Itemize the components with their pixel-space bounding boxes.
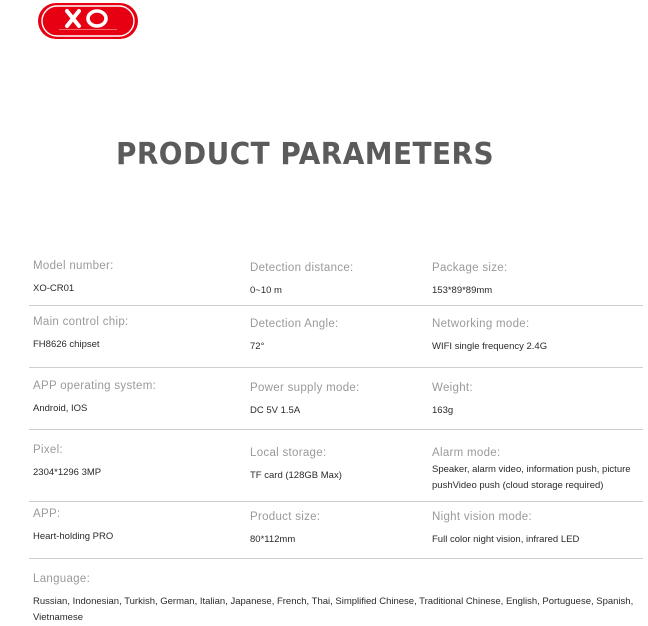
spec-value: 80*112mm — [250, 534, 296, 545]
spec-value: 163g — [432, 405, 454, 416]
spec-label: Main control chip: — [33, 316, 129, 328]
spec-power-supply — [250, 382, 360, 419]
spec-value: TF card (128GB Max) — [250, 470, 342, 481]
xo-logo-graphic — [37, 2, 139, 40]
spec-product-size — [250, 511, 320, 548]
spec-value: Speaker, alarm video, information push, picture — [432, 464, 631, 475]
spec-label: Product size: — [250, 511, 321, 523]
spec-local-storage — [250, 447, 342, 484]
row-divider — [29, 429, 643, 430]
spec-value: 0~10 m — [250, 285, 282, 296]
spec-label: Detection Angle: — [250, 318, 339, 330]
spec-value: Heart-holding PRO — [33, 531, 114, 542]
spec-app — [33, 508, 113, 545]
spec-pixel — [33, 444, 101, 481]
spec-detection-distance — [250, 262, 354, 299]
row-divider — [29, 305, 643, 306]
spec-label: Night vision mode: — [432, 511, 532, 523]
xo-logo — [37, 2, 139, 40]
spec-package-size — [432, 262, 508, 299]
spec-value: 153*89*89mm — [432, 285, 493, 296]
spec-model-number — [33, 260, 114, 297]
spec-value: 2304*1296 3MP — [33, 467, 102, 478]
page-title: PRODUCT PARAMETERS — [115, 137, 495, 172]
spec-value: Full color night vision, infrared LED — [432, 534, 580, 545]
spec-label: APP operating system: — [33, 380, 157, 392]
spec-app-os — [33, 380, 156, 417]
spec-value: DC 5V 1.5A — [250, 405, 301, 416]
spec-value: XO-CR01 — [33, 283, 75, 294]
spec-value: FH8626 chipset — [33, 339, 100, 350]
spec-label: Model number: — [33, 260, 114, 272]
spec-label: Detection distance: — [250, 262, 354, 274]
spec-label: Package size: — [432, 262, 508, 274]
row-divider — [29, 367, 643, 368]
language-value: Russian, Indonesian, Turkish, German, Italian, Japanese, French, Thai, Simplified Chinese, Traditional Chinese, English, Portuguese, Spanish, Vietnamese — [33, 596, 634, 623]
spec-night-vision — [432, 511, 579, 548]
row-divider — [29, 558, 643, 559]
spec-alarm-mode — [432, 447, 631, 494]
spec-main-control-chip — [33, 316, 129, 353]
spec-label: Weight: — [432, 382, 473, 394]
spec-label: Networking mode: — [432, 318, 530, 330]
language-label: Language: — [33, 573, 91, 585]
spec-detection-angle — [250, 318, 339, 355]
spec-value: Android, IOS — [33, 403, 88, 414]
spec-label: Alarm mode: — [432, 447, 501, 459]
spec-value: 72° — [250, 341, 265, 352]
spec-value-line2: pushVideo push (cloud storage required) — [432, 480, 604, 491]
spec-networking-mode — [432, 318, 547, 355]
spec-label: Power supply mode: — [250, 382, 360, 394]
spec-label: APP: — [33, 508, 61, 520]
spec-value: WIFI single frequency 2.4G — [432, 341, 548, 352]
row-divider — [29, 501, 643, 502]
spec-label: Pixel: — [33, 444, 63, 456]
spec-label: Local storage: — [250, 447, 327, 459]
spec-weight — [432, 382, 473, 419]
